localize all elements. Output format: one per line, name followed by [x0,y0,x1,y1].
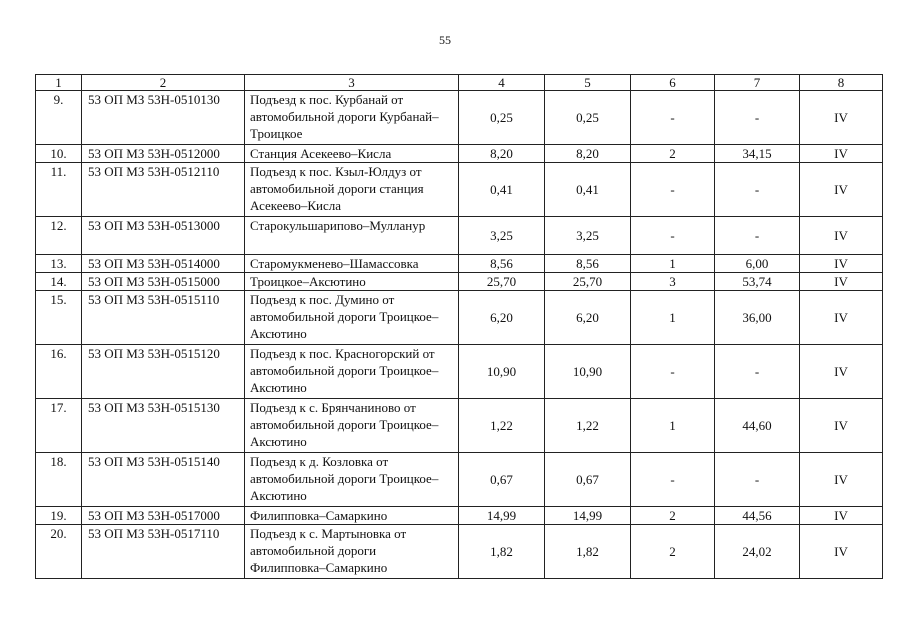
value-cell-5: 10,90 [545,345,631,399]
header-cell: 5 [545,75,631,91]
table-row [36,345,883,399]
row-number-cell: 15. [36,291,82,345]
value-cell-4: 1,22 [459,399,545,453]
road-name-cell: Станция Асекеево–Кисла [245,145,459,163]
value-cell-7: 24,02 [715,525,800,579]
table-row [36,273,883,291]
road-code-cell: 53 ОП МЗ 53Н-0517110 [82,525,245,579]
value-cell-4: 6,20 [459,291,545,345]
road-name-cell: Старокульшарипово–Мулланур [245,217,459,255]
value-cell-6: - [631,453,715,507]
road-name-cell: Подъезд к с. Брянчаниново от автомобильной дороги Троицкое–Аксютино [245,399,459,453]
header-cell: 7 [715,75,800,91]
road-name-cell: Троицкое–Аксютино [245,273,459,291]
road-name-cell: Подъезд к с. Мартыновка от автомобильной дороги Филипповка–Самаркино [245,525,459,579]
value-cell-6: - [631,217,715,255]
value-cell-4: 1,82 [459,525,545,579]
value-cell-4: 14,99 [459,507,545,525]
road-name-cell: Подъезд к пос. Думино от автомобильной дороги Троицкое–Аксютино [245,291,459,345]
header-cell: 8 [800,75,883,91]
category-cell: IV [800,453,883,507]
value-cell-7: 53,74 [715,273,800,291]
category-cell: IV [800,273,883,291]
row-number-cell: 11. [36,163,82,217]
table-row [36,255,883,273]
value-cell-5: 1,82 [545,525,631,579]
value-cell-7: 36,00 [715,291,800,345]
row-number-cell: 12. [36,217,82,255]
category-cell: IV [800,291,883,345]
value-cell-5: 1,22 [545,399,631,453]
header-cell: 2 [82,75,245,91]
value-cell-5: 14,99 [545,507,631,525]
road-code-cell: 53 ОП МЗ 53Н-0514000 [82,255,245,273]
value-cell-5: 8,20 [545,145,631,163]
category-cell: IV [800,525,883,579]
table-row [36,507,883,525]
value-cell-4: 0,41 [459,163,545,217]
value-cell-6: 2 [631,145,715,163]
header-row [36,75,883,91]
value-cell-5: 25,70 [545,273,631,291]
value-cell-6: 3 [631,273,715,291]
category-cell: IV [800,399,883,453]
road-name-cell: Подъезд к д. Козловка от автомобильной дороги Троицкое–Аксютино [245,453,459,507]
road-code-cell: 53 ОП МЗ 53Н-0515140 [82,453,245,507]
road-name-cell: Подъезд к пос. Курбанай от автомобильной дороги Курбанай–Троицкое [245,91,459,145]
row-number-cell: 16. [36,345,82,399]
value-cell-5: 0,25 [545,91,631,145]
page-number: 55 [439,33,451,47]
value-cell-7: 44,60 [715,399,800,453]
value-cell-6: 1 [631,291,715,345]
value-cell-7: - [715,91,800,145]
road-code-cell: 53 ОП МЗ 53Н-0515120 [82,345,245,399]
value-cell-5: 0,41 [545,163,631,217]
row-number-cell: 19. [36,507,82,525]
category-cell: IV [800,507,883,525]
value-cell-6: - [631,91,715,145]
value-cell-7: 34,15 [715,145,800,163]
row-number-cell: 20. [36,525,82,579]
value-cell-7: 6,00 [715,255,800,273]
row-number-cell: 10. [36,145,82,163]
category-cell: IV [800,345,883,399]
value-cell-5: 6,20 [545,291,631,345]
value-cell-6: 1 [631,399,715,453]
road-name-cell: Старомукменево–Шамассовка [245,255,459,273]
value-cell-7: - [715,453,800,507]
value-cell-4: 8,20 [459,145,545,163]
value-cell-7: - [715,163,800,217]
value-cell-7: - [715,345,800,399]
road-name-cell: Подъезд к пос. Кзыл-Юлдуз от автомобильной дороги станция Асекеево–Кисла [245,163,459,217]
road-code-cell: 53 ОП МЗ 53Н-0517000 [82,507,245,525]
value-cell-4: 10,90 [459,345,545,399]
road-code-cell: 53 ОП МЗ 53Н-0510130 [82,91,245,145]
header-cell: 6 [631,75,715,91]
value-cell-5: 0,67 [545,453,631,507]
table-row [36,91,883,145]
table-row [36,525,883,579]
category-cell: IV [800,255,883,273]
table-row [36,399,883,453]
table-row [36,291,883,345]
road-code-cell: 53 ОП МЗ 53Н-0515110 [82,291,245,345]
table-row [36,453,883,507]
value-cell-6: - [631,163,715,217]
road-code-cell: 53 ОП МЗ 53Н-0515130 [82,399,245,453]
value-cell-4: 0,67 [459,453,545,507]
value-cell-4: 8,56 [459,255,545,273]
category-cell: IV [800,145,883,163]
value-cell-6: 2 [631,507,715,525]
value-cell-5: 8,56 [545,255,631,273]
row-number-cell: 13. [36,255,82,273]
value-cell-4: 0,25 [459,91,545,145]
table-row [36,163,883,217]
road-code-cell: 53 ОП МЗ 53Н-0512110 [82,163,245,217]
road-code-cell: 53 ОП МЗ 53Н-0513000 [82,217,245,255]
category-cell: IV [800,91,883,145]
road-code-cell: 53 ОП МЗ 53Н-0512000 [82,145,245,163]
row-number-cell: 17. [36,399,82,453]
header-cell: 4 [459,75,545,91]
value-cell-6: 1 [631,255,715,273]
row-number-cell: 14. [36,273,82,291]
header-cell: 1 [36,75,82,91]
row-number-cell: 18. [36,453,82,507]
value-cell-4: 3,25 [459,217,545,255]
header-cell: 3 [245,75,459,91]
value-cell-6: - [631,345,715,399]
road-code-cell: 53 ОП МЗ 53Н-0515000 [82,273,245,291]
value-cell-6: 2 [631,525,715,579]
table-row [36,145,883,163]
value-cell-7: 44,56 [715,507,800,525]
value-cell-5: 3,25 [545,217,631,255]
road-name-cell: Филипповка–Самаркино [245,507,459,525]
value-cell-4: 25,70 [459,273,545,291]
category-cell: IV [800,163,883,217]
road-name-cell: Подъезд к пос. Красногорский от автомобильной дороги Троицкое–Аксютино [245,345,459,399]
value-cell-7: - [715,217,800,255]
category-cell: IV [800,217,883,255]
table-row [36,217,883,255]
roads-table [35,74,883,579]
row-number-cell: 9. [36,91,82,145]
